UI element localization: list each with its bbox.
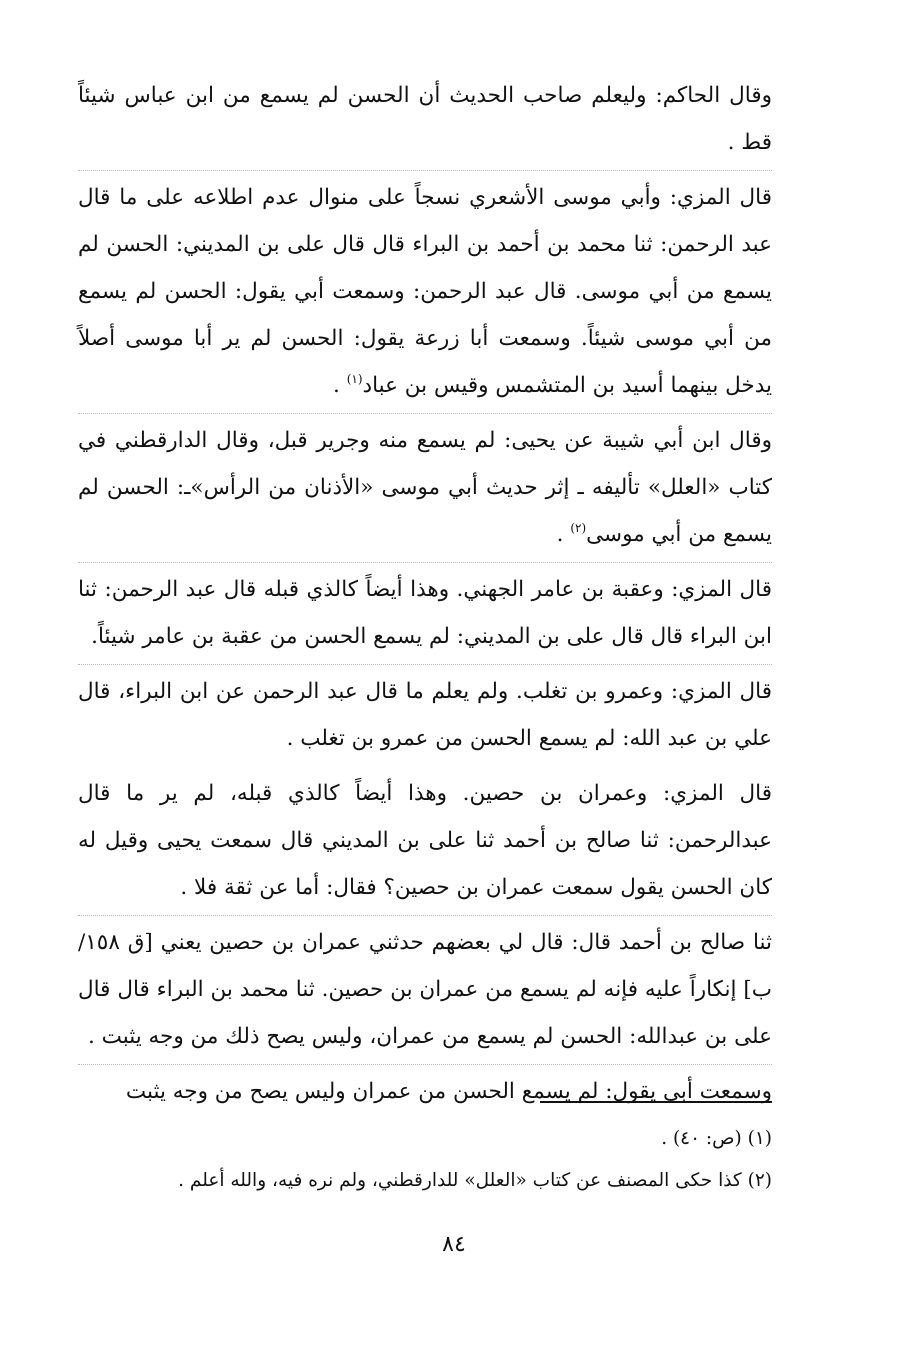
footnote-divider [540, 1101, 772, 1103]
paragraph-separator [78, 413, 772, 414]
footnote-ref-1: (١) [346, 372, 363, 386]
main-text [78, 72, 772, 1115]
paragraph-salih: ثنا صالح بن أحمد قال: قال لي بعضهم حدثني عمران بن حصين يعني [ق ١٥٨/ب] إنكاراً عليه فإنه لم يسمع من عمران بن حصين. ثنا محمد بن البراء قال قال على بن عبدالله: الحسن لم يسمع من عمران، وليس يصح ذلك من وجه يثبت . [78, 930, 772, 1049]
paragraph-separator [78, 1064, 772, 1065]
paragraph-separator [78, 766, 772, 767]
paragraph-separator [78, 915, 772, 916]
paragraph-hakim: وقال الحاكم: وليعلم صاحب الحديث أن الحسن لم يسمع من ابن عباس شيئاً قط . [78, 83, 772, 155]
paragraph-separator [78, 170, 772, 171]
footnotes [78, 1118, 772, 1202]
footnote-ref-2: (٢) [570, 521, 587, 535]
paragraph-amr: قال المزي: وعمرو بن تغلب. ولم يعلم ما قال عبد الرحمن عن ابن البراء، قال علي بن عبد الله: لم يسمع الحسن من عمرو بن تغلب . [78, 679, 772, 751]
footnote-2: (٢) كذا حكى المصنف عن كتاب «العلل» للدارقطني، ولم نره فيه، والله أعلم . [178, 1170, 772, 1191]
paragraph-separator [78, 664, 772, 665]
paragraph-abu-musa: قال المزي: وأبي موسى الأشعري نسجاً على منوال عدم اطلاعه على ما قال عبد الرحمن: ثنا محمد بن أحمد بن البراء قال قال على بن المديني: الحسن لم يسمع من أبي موسى. قال عبد الرحمن: وسمعت أبي يقول: الحسن لم يسمع من أبي موسى شيئاً. وسمعت أبا زرعة يقول: الحسن لم ير أبا موسى أصلاً يدخل بينهما أسيد بن المتشمس وقيس بن عباد$^{(١)}$ . [78, 185, 772, 398]
paragraph-imran: قال المزي: وعمران بن حصين. وهذا أيضاً كالذي قبله، لم ير ما قال عبدالرحمن: ثنا صالح بن أحمد ثنا على بن المديني قال سمعت يحيى وقيل له كان الحسن يقول سمعت عمران بن حصين؟ فقال: أما عن ثقة فلا . [78, 781, 772, 900]
page-number: ٨٤ [442, 1232, 466, 1257]
paragraph-separator [78, 562, 772, 563]
paragraph-uqba: قال المزي: وعقبة بن عامر الجهني. وهذا أيضاً كالذي قبله قال عبد الرحمن: ثنا ابن البراء قال قال على بن المديني: لم يسمع الحسن من عقبة بن عامر شيئاً. [78, 577, 772, 649]
footnote-1: (١) (ص: ٤٠) . [661, 1128, 772, 1149]
paragraph-abi-yaqul: وسمعت أبي يقول: لم يسمع الحسن من عمران وليس يصح من وجه يثبت [125, 1079, 772, 1104]
paragraph-ibn-abi-shayba: وقال ابن أبي شيبة عن يحيى: لم يسمع منه وجرير قبل، وقال الدارقطني في كتاب «العلل» تأليفه ـ إثر حديث أبي موسى «الأذنان من الرأس»ـ: الحسن لم يسمع من أبي موسى$^{(٢)}$ . [78, 428, 772, 547]
